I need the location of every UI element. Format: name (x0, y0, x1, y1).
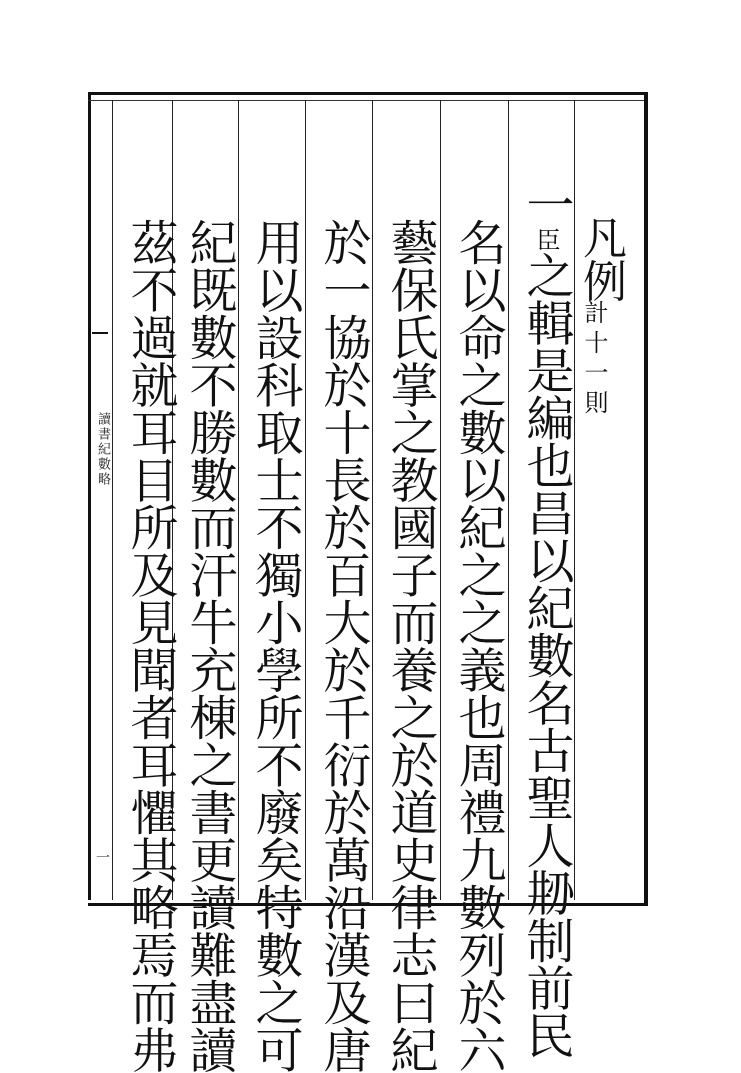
frame-left-border (88, 92, 91, 900)
text-column-1 (514, 180, 578, 1059)
column-text: 之輯是編也昌以紀數名古聖人刱制前民 (518, 251, 574, 1059)
banxin-strip (92, 100, 110, 900)
heading-title: 凡例 (575, 215, 626, 302)
text-column-3: 藝保氏掌之教國子而養之於道史律志曰紀 (382, 218, 438, 1073)
text-column-4: 於一協於十長於百大於千衍於萬沿漢及唐 (315, 218, 371, 1073)
text-column-5: 用以設科取士不獨小學所不廢矣特數之可 (247, 218, 303, 1073)
heading-subtitle: 計十一則 (580, 300, 608, 420)
banxin-page-number: 一 (94, 850, 110, 864)
banxin-title: 讀書紀數略 (95, 412, 110, 487)
text-column-7: 茲不過就耳目所及見聞者耳懼其略焉而弗 (122, 218, 178, 1073)
column-lead: 一 (518, 180, 574, 228)
text-column-2: 名以命之數以紀之之義也周禮九數列於六 (450, 218, 506, 1073)
fishtail-mark (92, 332, 108, 348)
column-lead-small: 臣 (532, 227, 560, 251)
text-column-6: 紀既數不勝數而汗牛充棟之書更讀難盡讀 (181, 218, 237, 1073)
column-rule (112, 100, 113, 900)
